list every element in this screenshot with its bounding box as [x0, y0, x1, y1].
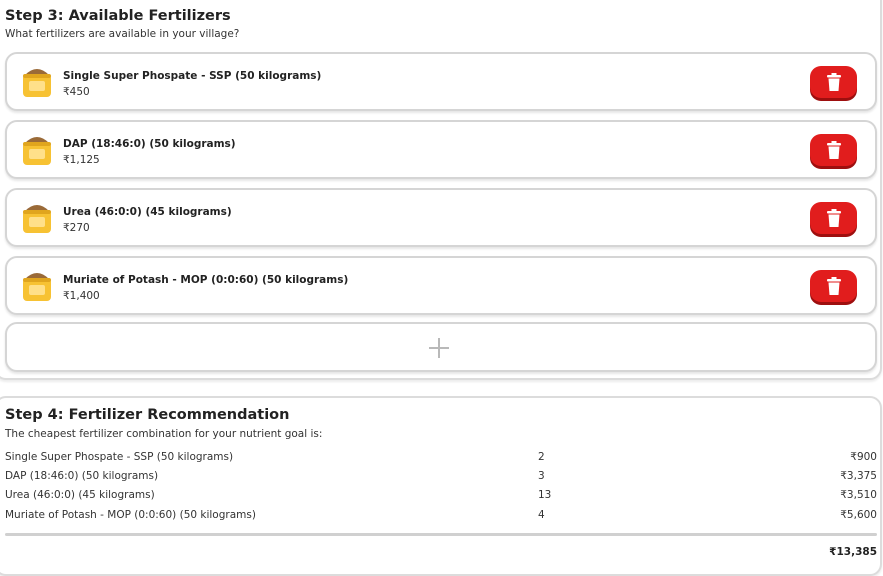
recommendation-name: DAP (18:46:0) (50 kilograms): [5, 470, 159, 482]
delete-fertilizer-button[interactable]: [810, 66, 857, 98]
fertilizer-name: Single Super Phospate - SSP (50 kilograms): [63, 70, 322, 82]
fertilizer-bag-icon: [21, 201, 53, 235]
fertilizer-card: [5, 256, 877, 315]
recommendation-name: Muriate of Potash - MOP (0:0:60) (50 kilograms): [5, 509, 256, 521]
fertilizer-price: ₹1,400: [63, 290, 100, 302]
fertilizer-price: ₹270: [63, 222, 90, 234]
recommendation-quantity: 2: [538, 451, 545, 463]
trash-icon: [827, 209, 841, 227]
trash-icon: [827, 73, 841, 91]
fertilizer-price: ₹1,125: [63, 154, 100, 166]
delete-fertilizer-button[interactable]: [810, 202, 857, 234]
delete-fertilizer-button[interactable]: [810, 134, 857, 166]
fertilizer-card: [5, 188, 877, 247]
recommendation-row: [5, 470, 877, 486]
recommendation-quantity: 4: [538, 509, 545, 521]
step4-title: Step 4: Fertilizer Recommendation: [5, 407, 290, 423]
delete-fertilizer-button[interactable]: [810, 270, 857, 302]
recommendation-cost: ₹3,510: [840, 489, 877, 501]
recommendation-row: [5, 451, 877, 467]
fertilizer-name: DAP (18:46:0) (50 kilograms): [63, 138, 236, 150]
step3-subtitle: What fertilizers are available in your village?: [5, 28, 240, 40]
recommendation-cost: ₹3,375: [840, 470, 877, 482]
recommendation-cost: ₹900: [850, 451, 877, 463]
add-fertilizer-button[interactable]: [5, 322, 877, 372]
recommendation-name: Urea (46:0:0) (45 kilograms): [5, 489, 155, 501]
recommendation-row: [5, 489, 877, 505]
fertilizer-card: [5, 120, 877, 179]
plus-icon: [428, 337, 450, 359]
step4-section: [0, 396, 882, 576]
trash-icon: [827, 277, 841, 295]
fertilizer-bag-icon: [21, 269, 53, 303]
recommendation-name: Single Super Phospate - SSP (50 kilograms): [5, 451, 234, 463]
recommendation-quantity: 13: [538, 489, 552, 501]
fertilizer-card: [5, 52, 877, 111]
total-cost: ₹13,385: [829, 546, 877, 558]
recommendation-row: [5, 509, 877, 525]
step3-title: Step 3: Available Fertilizers: [5, 8, 231, 24]
fertilizer-name: Urea (46:0:0) (45 kilograms): [63, 206, 232, 218]
step4-subtitle: The cheapest fertilizer combination for your nutrient goal is:: [5, 428, 323, 440]
recommendation-quantity: 3: [538, 470, 545, 482]
total-divider: [5, 533, 877, 536]
fertilizer-name: Muriate of Potash - MOP (0:0:60) (50 kilograms): [63, 274, 349, 286]
fertilizer-bag-icon: [21, 133, 53, 167]
recommendation-cost: ₹5,600: [840, 509, 877, 521]
trash-icon: [827, 141, 841, 159]
fertilizer-bag-icon: [21, 65, 53, 99]
fertilizer-price: ₹450: [63, 86, 90, 98]
